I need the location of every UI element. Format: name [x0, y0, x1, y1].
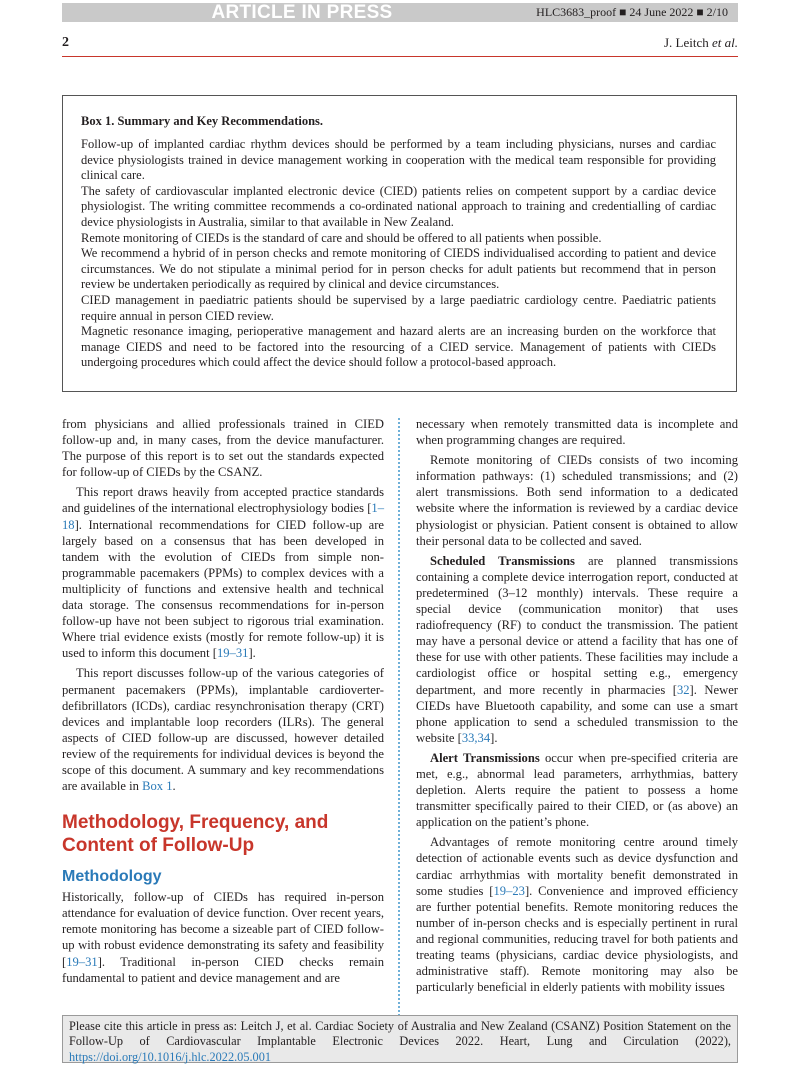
article-in-press-bar	[62, 3, 738, 22]
doi-link[interactable]: https://doi.org/10.1016/j.hlc.2022.05.001	[69, 1049, 271, 1064]
article-in-press-label: ARTICLE IN PRESS	[211, 2, 393, 23]
reference-link[interactable]: 32	[676, 682, 690, 697]
running-head-author: J. Leitch	[663, 35, 712, 50]
box-link[interactable]: Box 1	[142, 779, 173, 794]
citation-text: Please cite this article in press as: Leitch J, et al. Cardiac Society of Australia and New Zealand (CSANZ) Position Statement on the Follow-Up of Cardiovascular Implantable Electronic Devices 2022. Heart, Lung and Circulation (2022),	[69, 1019, 731, 1049]
box-paragraph: We recommend a hybrid of in person checks and remote monitoring of CIEDS individualised according to patient and device circumstances. We do not stipulate a minimal period for in person checks for adult patients but recommend that in person review be undertaken periodically as required by clinical and device circumstances.	[81, 246, 716, 292]
body-paragraph: Scheduled Transmissions are planned transmissions containing a complete device interrogation report, conducted at predetermined (3–12 monthly) intervals. These require a special device (communication monitor) that uses radiofrequency (RF) to conduct the transmission. The patient may have a personal device or attend a facility that has one of these for use with other patients. These facilities may include a cardiologist office or hospital setting e.g., emergency department, and more recently in pharmacies [32]. Newer CIEDs have Bluetooth capability, and some can use a smart phone application to send a scheduled transmission to the website [33,34].	[416, 553, 738, 745]
proof-info: HLC3683_proof ■ 24 June 2022 ■ 2/10	[536, 5, 728, 19]
running-head-etal: et al.	[712, 35, 738, 50]
reference-link[interactable]: 33,34	[461, 730, 491, 745]
left-column	[62, 416, 384, 990]
body-paragraph: Alert Transmissions occur when pre-specified criteria are met, e.g., abnormal lead parameters, arrhythmias, battery depletion. Alerts require the patient to possess a home transmitter specifically paired to their CIED, or (as above) an application on the patient’s phone.	[416, 750, 739, 830]
section-heading: Methodology, Frequency, and Content of Follow-Up	[62, 812, 329, 857]
body-paragraph: Remote monitoring of CIEDs consists of two incoming information pathways: (1) scheduled transmissions; and (2) alert transmissions. Both send information to a dedicated website where the information is reviewed by a cardiac device physiologist or physician. Patient consent is obtained to allow their personal data to be collected and saved.	[416, 453, 738, 548]
reference-link[interactable]: 1–18	[62, 501, 384, 532]
box-paragraph: The safety of cardiovascular implanted electronic device (CIED) patients relies on competent support by a cardiac device physiologist. The writing committee recommends a co-ordinated national approach to training and credentialling of cardiac device physiologists in Australia, similar to that available in New Zealand.	[81, 183, 716, 229]
body-paragraph: necessary when remotely transmitted data is incomplete and when programming changes are required.	[416, 417, 738, 448]
inline-term: Alert Transmissions	[430, 750, 540, 765]
citation-box	[62, 1015, 738, 1063]
page-number: 2	[62, 35, 69, 50]
box-title: Box 1. Summary and Key Recommendations.	[81, 114, 324, 128]
inline-term: Scheduled Transmissions	[430, 553, 575, 568]
column-divider	[398, 418, 400, 1020]
body-paragraph: from physicians and allied professionals trained in CIED follow-up and, in many cases, from the device manufacturer. The purpose of this report is to set out the standards expected for follow-up of CIEDs by the CSANZ.	[62, 417, 384, 480]
reference-link[interactable]: 19–31	[216, 646, 249, 661]
body-paragraph: This report draws heavily from accepted practice standards and guidelines of the international electrophysiology bodies [1–18]. International recommendations for CIED follow-up are largely based on a consensus that has been developed in tandem with the evolution of CIEDs from simple non-programmable pacemakers (PPMs) to complex devices with a multiplicity of functions and extensive health and technical data storage. The consensus recommendations for in-person follow-up have not been subject to rigorous trial examination. Where trial evidence exists (mostly for remote follow-up) it is used to inform this document [19–31].	[62, 485, 384, 661]
body-paragraph: This report discusses follow-up of the various categories of permanent pacemakers (PPMs), implantable cardioverter-defibrillators (ICDs), cardiac resynchronisation therapy (CRT) devices and implantable loop recorders (ILRs). The general aspects of CIED follow-up are discussed, however detailed review of the requirements for individual devices is beyond the scope of this document. A summary and key recommendations are available in Box 1.	[62, 666, 384, 794]
right-column	[416, 416, 738, 999]
box-paragraph: Remote monitoring of CIEDs is the standard of care and should be offered to all patients when possible.	[81, 230, 602, 245]
body-paragraph: Historically, follow-up of CIEDs has required in-person attendance for evaluation of device function. Over recent years, remote monitoring has become a sizeable part of CIED follow-up with robust evidence demonstrating its safety and feasibility [19–31]. Traditional in-person CIED checks remain fundamental to patient and device management and are	[62, 890, 384, 985]
box-paragraph: Follow-up of implanted cardiac rhythm devices should be performed by a team including physicians, nurses and cardiac device physiologists trained in device management working in cooperation with the medical team responsible for providing clinical care.	[81, 137, 716, 183]
header-rule	[62, 56, 738, 57]
box-paragraph: Magnetic resonance imaging, perioperative management and hazard alerts are an increasing burden on the workforce that manage CIEDS and need to be factored into the resourcing of a CIED service. Management of patients with CIEDs undergoing procedures which could affect the device should follow a protocol-based approach.	[81, 324, 716, 370]
subsection-heading: Methodology	[62, 868, 162, 886]
reference-link[interactable]: 19–23	[493, 883, 525, 898]
running-head	[664, 35, 738, 51]
reference-link[interactable]: 19–31	[66, 954, 98, 969]
box-paragraph: CIED management in paediatric patients should be supervised by a large paediatric cardiology centre. Paediatric patients require annual in person CIED review.	[81, 292, 716, 323]
summary-box	[62, 95, 737, 392]
body-paragraph: Advantages of remote monitoring centre around timely detection of actionable events such as device dysfunction and cardiac arrhythmias with mortality benefit demonstrated in some studies [19–23]. Convenience and improved efficiency are further potential benefits. Remote monitoring reduces the number of in-person checks and is especially pertinent in rural and regional communities, reducing travel for both patients and treating teams (physicians, cardiac device physiologists, and administrative staff). Remote monitoring may also be particularly beneficial in elderly patients with mobility issues	[416, 835, 738, 995]
